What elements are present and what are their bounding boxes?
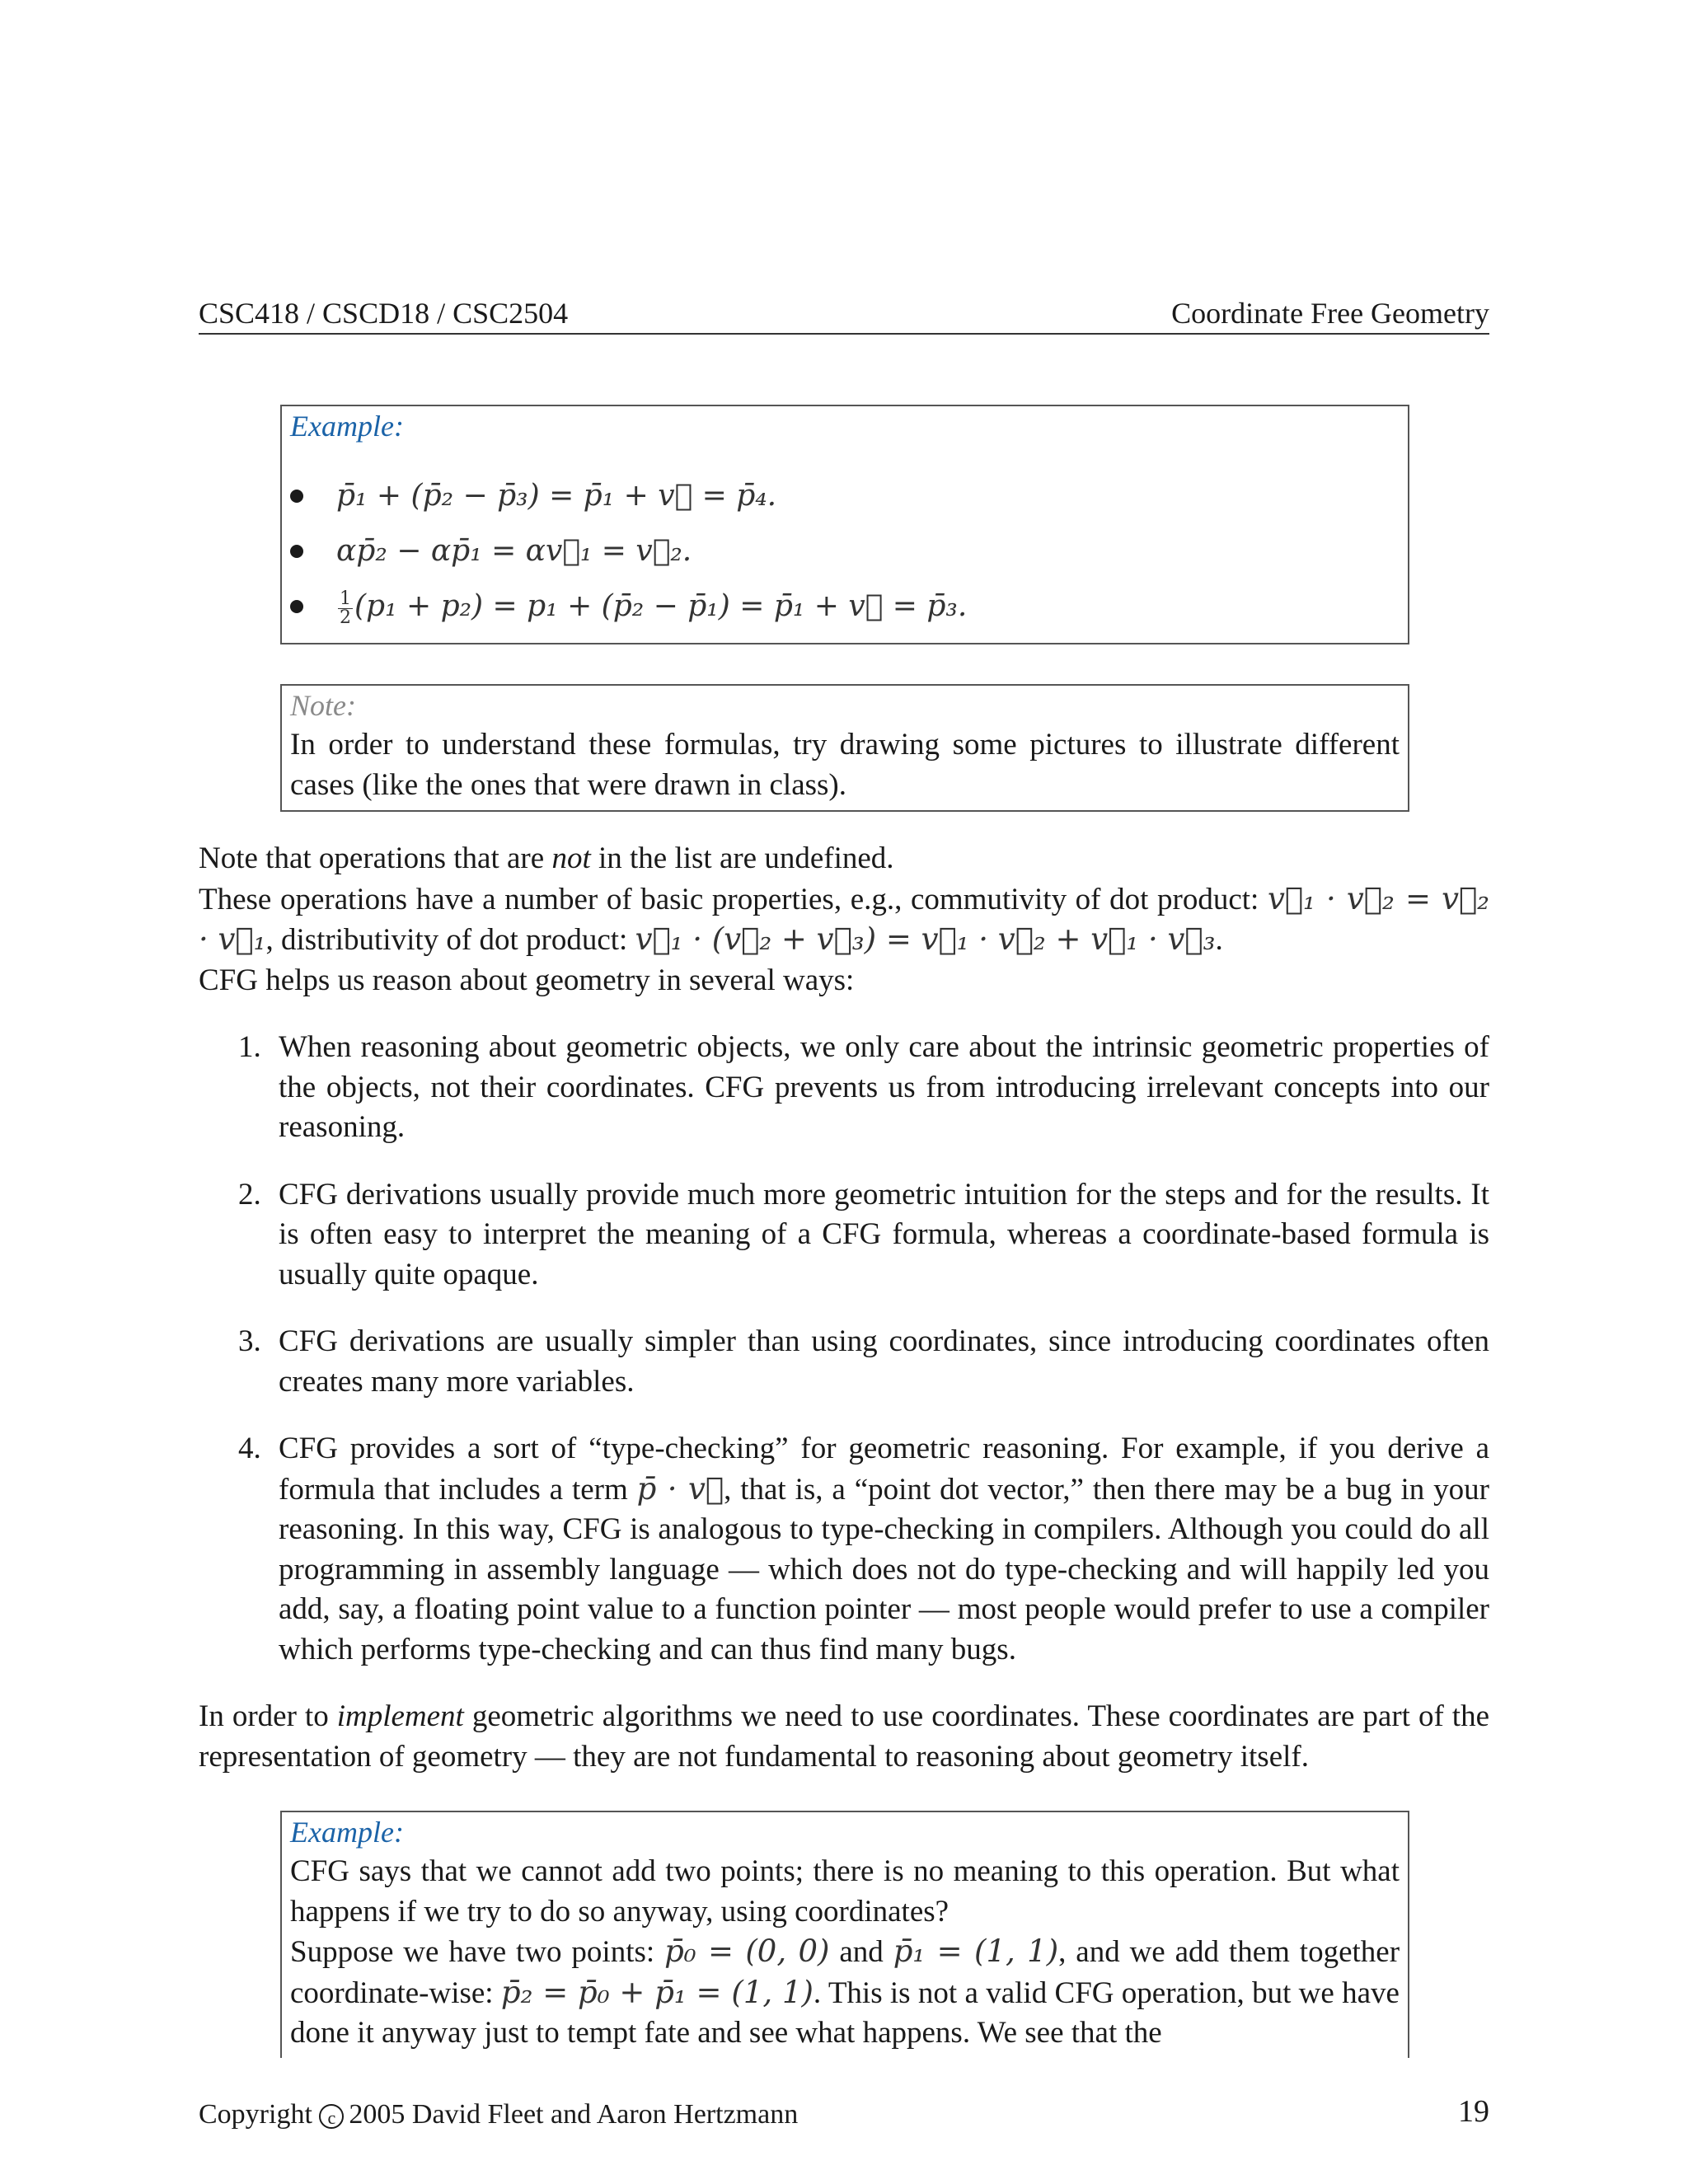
copyright-line: Copyright c 2005 David Fleet and Aaron Hertzmann bbox=[199, 2099, 799, 2130]
list-item: 2. CFG derivations usually provide much more geometric intuition for the steps and for the results. It is often easy to interpret the meaning of a CFG formula, whereas a coordinate-based formula is usually quite opaque. bbox=[238, 1177, 1489, 1291]
example-box-2 bbox=[280, 1811, 1409, 2058]
header-rule bbox=[199, 333, 1489, 335]
note-text: In order to understand these formulas, try drawing some pictures to illustrate different cases (like the ones that were drawn in class). bbox=[290, 728, 1400, 802]
formula-item: p̄₁ + (p̄₂ − p̄₃) = p̄₁ + v⃗ = p̄₄. bbox=[290, 468, 1400, 523]
running-header-course: CSC418 / CSCD18 / CSC2504 bbox=[199, 297, 569, 330]
note-box bbox=[280, 684, 1409, 812]
list-item: 4. CFG provides a sort of “type-checking” for geometric reasoning. For example, if you derive a formula that includes a term p̄ · v⃗, that is, a “point dot vector,” then there may be a bug in your reasoning. In this way, CFG is analogous to type-checking in compilers. Although you could do all programming in assembly language — which does not do type-checking and will happily led you add, say, a floating point value to a function pointer — most people would prefer to use a compiler which performs type-checking and can thus find many bugs. bbox=[238, 1432, 1490, 1666]
example-suppose: Suppose we have two points: p̄₀ = (0, 0) and p̄₁ = (1, 1), and we add them together coordinate-wise: p̄₂ = p̄₀ + p̄₁ = (1, 1). This is not a valid CFG operation, but we have done it anyway just to tempt fate and see what happens. We see that the bbox=[290, 1933, 1400, 2050]
example-formula-list bbox=[290, 468, 1400, 634]
formula-item: $\frac{1}{2}$ (p₁ + p₂) = p₁ + (p̄₂ − p̄₁) = p̄₁ + v⃗ = p̄₃. bbox=[290, 579, 1400, 634]
reasons-list bbox=[199, 1028, 1489, 1670]
page-number: 19 bbox=[1458, 2094, 1489, 2129]
example-box-1 bbox=[280, 405, 1409, 644]
formula-item: αp̄₂ − αp̄₁ = αv⃗₁ = v⃗₂. bbox=[290, 523, 1400, 579]
example-title: Example: bbox=[290, 410, 404, 443]
example-title: Example: bbox=[290, 1816, 404, 1849]
fraction-one-half: $\frac{1}{2}$ bbox=[340, 588, 351, 628]
properties-sentence: These operations have a number of basic properties, e.g., commutivity of dot product: v⃗₁ · v⃗₂ = v⃗₂ · v⃗₁, distributivity of dot product: v⃗₁ · (v⃗₂ + v⃗₃) = v⃗₁ · v⃗₂ + v⃗₁ · v⃗₃. bbox=[199, 880, 1490, 957]
list-item: 1. When reasoning about geometric objects, we only care about the intrinsic geometric properties of the objects, not their coordinates. CFG prevents us from introducing irrelevant concepts into our reasoning. bbox=[238, 1030, 1489, 1144]
note-title: Note: bbox=[290, 689, 356, 722]
copyright-icon: c bbox=[319, 2104, 344, 2129]
list-item: 3. CFG derivations are usually simpler than using coordinates, since introducing coordinates often creates many more variables. bbox=[238, 1324, 1489, 1399]
implement-paragraph: In order to implement geometric algorithms we need to use coordinates. These coordinates are part of the representation of geometry — they are not fundamental to reasoning about geometry itself. bbox=[199, 1699, 1489, 1774]
body-text bbox=[199, 839, 1489, 1777]
cfg-intro: CFG helps us reason about geometry in several ways: bbox=[199, 963, 855, 997]
undefined-ops-sentence: Note that operations that are not in the list are undefined. bbox=[199, 841, 894, 875]
running-header-title: Coordinate Free Geometry bbox=[1171, 297, 1489, 330]
example-text: CFG says that we cannot add two points; there is no meaning to this operation. But what happens if we try to do so anyway, using coordinates? bbox=[290, 1854, 1400, 1929]
